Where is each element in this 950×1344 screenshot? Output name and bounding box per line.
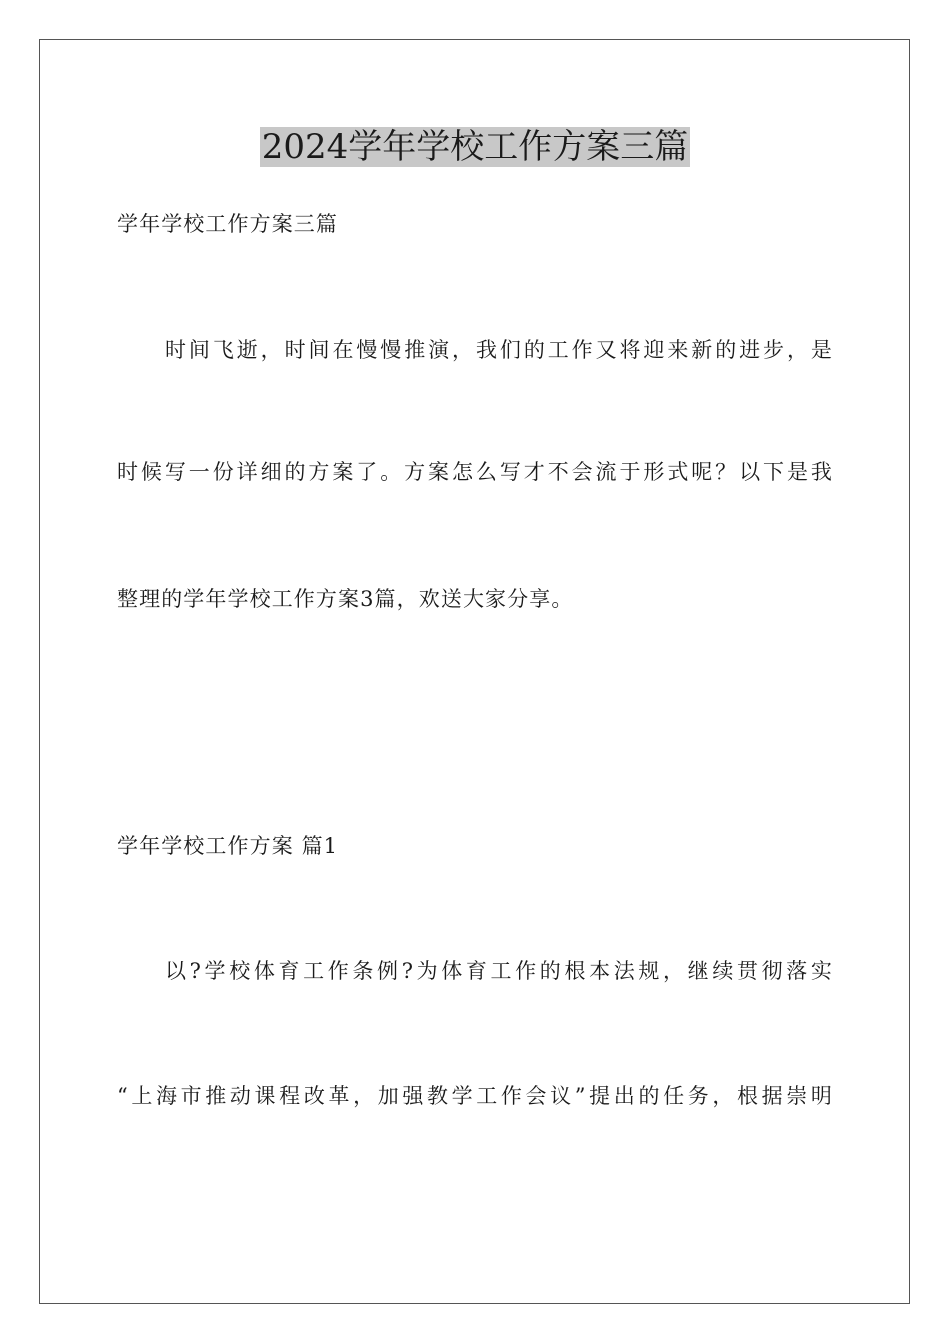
- document-title: [0, 124, 950, 170]
- section-heading: 学年学校工作方案 篇1: [117, 834, 339, 858]
- intro-paragraph-line-1: 时间飞逝，时间在慢慢推演，我们的工作又将迎来新的进步，是: [165, 338, 833, 362]
- intro-paragraph-line-3: 整理的学年学校工作方案3篇，欢送大家分享。: [117, 587, 574, 611]
- section-paragraph-line-1: 以?学校体育工作条例?为体育工作的根本法规，继续贯彻落实: [165, 959, 833, 983]
- section-paragraph-line-2: “上海市推动课程改革，加强教学工作会议”提出的任务，根据崇明: [117, 1084, 833, 1108]
- document-subtitle: 学年学校工作方案三篇: [117, 212, 338, 236]
- document-title-text: 2024学年学校工作方案三篇: [261, 127, 689, 167]
- intro-paragraph-line-2: 时候写一份详细的方案了。方案怎么写才不会流于形式呢？以下是我: [117, 460, 833, 484]
